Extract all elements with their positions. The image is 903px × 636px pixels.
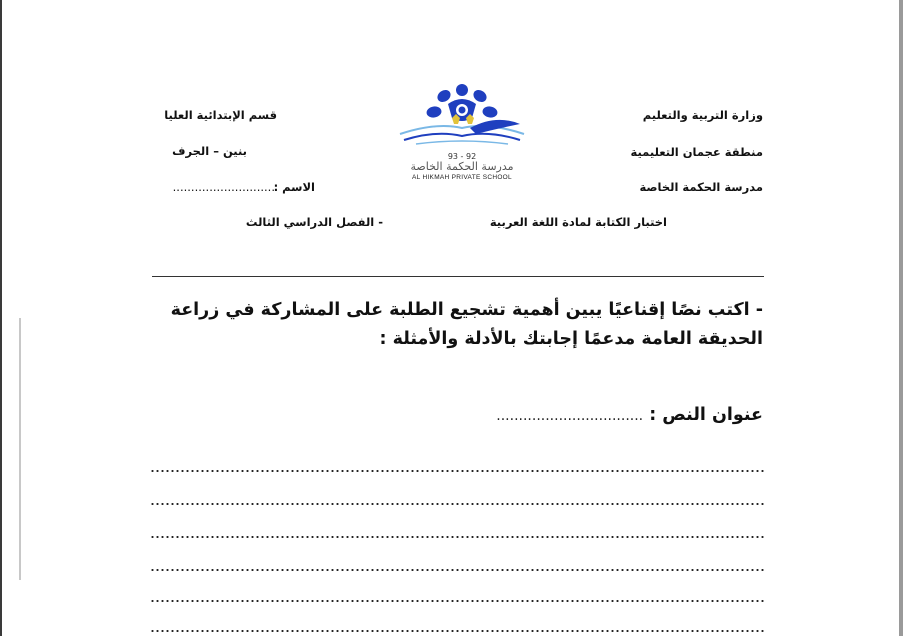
text-title-blank[interactable]: .................................: [496, 408, 644, 424]
school-logo: [396, 84, 528, 184]
department-label: قسم الإبتدائية العليا: [164, 108, 277, 122]
region-label: منطقة عجمان التعليمية: [630, 145, 763, 159]
exam-title: اختبار الكتابة لمادة اللغة العربية: [489, 215, 667, 229]
logo-arabic-name: مدرسة الحكمة الخاصة: [410, 160, 514, 173]
page-left-edge: [0, 0, 2, 636]
header-divider: [152, 276, 764, 277]
answer-line[interactable]: [150, 630, 764, 632]
logo-english-name: AL HIKMAH PRIVATE SCHOOL: [412, 174, 512, 181]
answer-line[interactable]: [150, 600, 764, 602]
branch-label: بنين – الجرف: [172, 144, 247, 158]
term-label: - الفصل الدراسي الثالث: [245, 215, 383, 229]
task-instruction: - اكتب نصًا إقناعيًا يبين أهمية تشجيع الطلبة على المشاركة في زراعة الحديقة العامة مدعمًا إجابتك بالأدلة والأمثلة :: [170, 300, 763, 349]
ministry-label: وزارة التربية والتعليم: [642, 108, 763, 122]
answer-line[interactable]: [150, 536, 764, 538]
page-right-edge: [899, 0, 903, 636]
answer-line[interactable]: [150, 503, 764, 505]
logo-years: 93 - 92: [447, 152, 477, 161]
name-label: الاسم :: [273, 180, 315, 194]
school-label: مدرسة الحكمة الخاصة: [639, 180, 763, 194]
school-emblem-icon: [396, 84, 528, 154]
name-blank[interactable]: ............................: [172, 180, 275, 194]
scan-margin-mark: [19, 318, 21, 580]
answer-line[interactable]: [150, 470, 764, 472]
text-title-label: عنوان النص :: [649, 405, 763, 425]
answer-line[interactable]: [150, 569, 764, 571]
text-title-row: [496, 405, 763, 425]
